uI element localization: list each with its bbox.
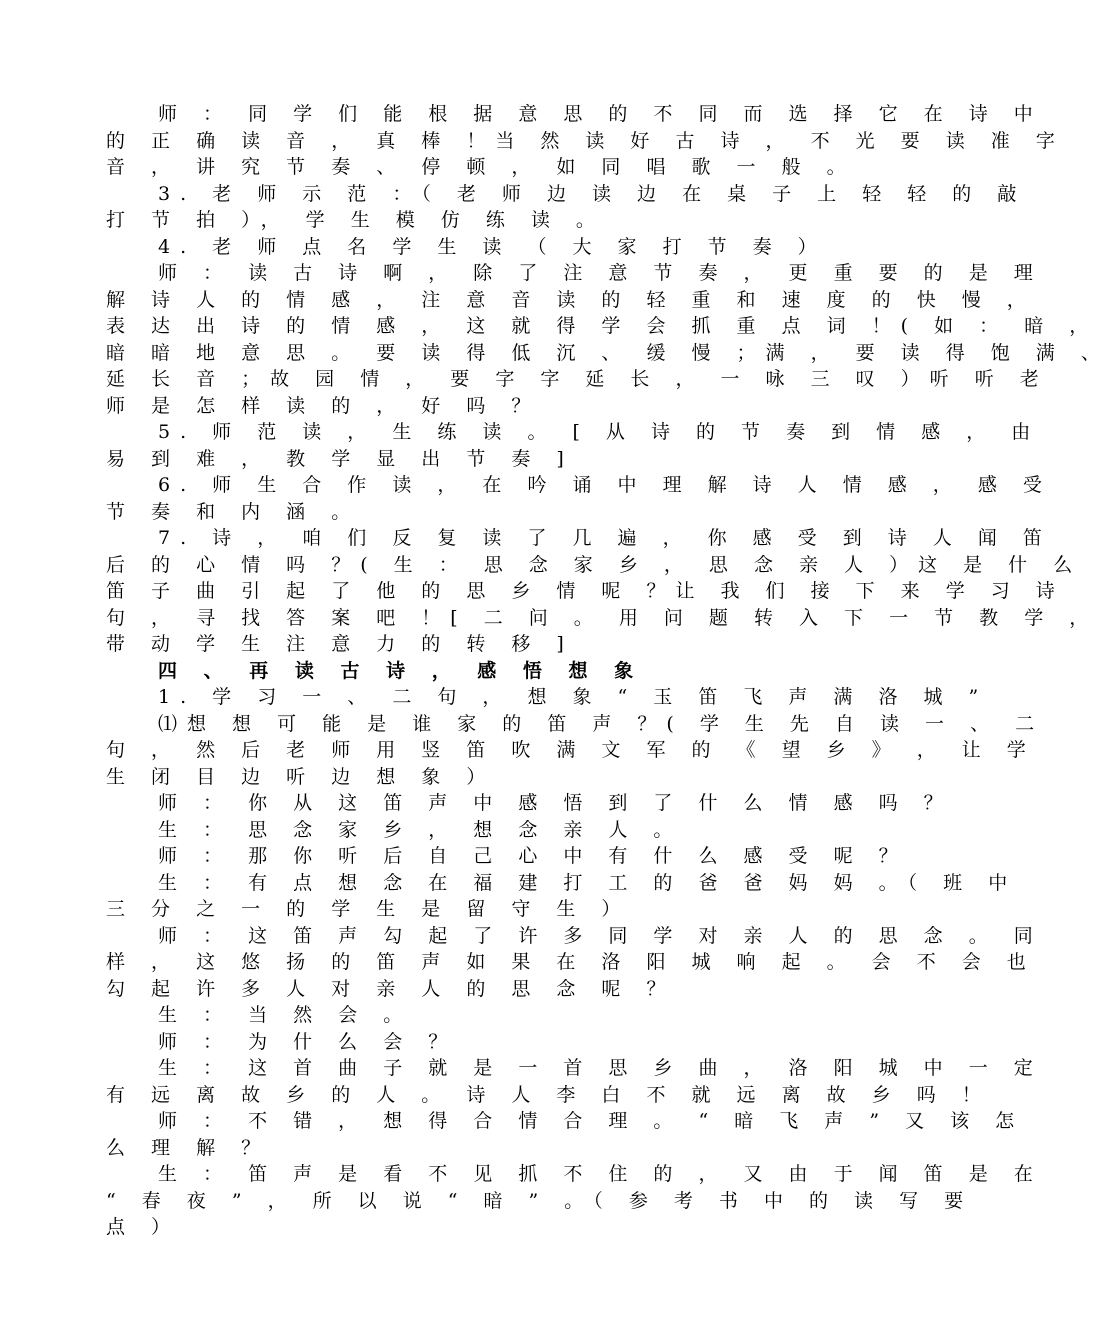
text-line: 生 ： 当 然 会 。 <box>158 1004 413 1026</box>
text-line: 表 达 出 诗 的 情 感 ， 这 就 得 学 会 抓 重 点 词 ！( 如 ： 暗 ， <box>106 315 1099 337</box>
text-line: 6. 师 生 合 作 读 ， 在 吟 诵 中 理 解 诗 人 情 感 ， 感 受 <box>158 474 1052 496</box>
text-line: 3. 老 师 示 范 ：（ 老 师 边 读 边 在 桌 子 上 轻 轻 的 敲 <box>158 182 1027 205</box>
text-line: 7. 诗 ， 咱 们 反 复 读 了 几 遍 ， 你 感 受 到 诗 人 闻 笛 <box>158 527 1052 549</box>
text-line: 有 远 离 故 乡 的 人 。 诗 人 李 白 不 就 远 离 故 乡 吗 ！ <box>106 1083 991 1106</box>
text-line: 师 ： 那 你 听 后 自 己 心 中 有 什 么 感 受 呢 ？ <box>158 845 908 867</box>
text-line: 音 ， 讲 究 节 奏 、 停 顿 ， 如 同 唱 歌 一 般 。 <box>106 156 856 178</box>
text-line: 生 ： 笛 声 是 看 不 见 抓 不 住 的 ， 又 由 于 闻 笛 是 在 <box>158 1163 1043 1185</box>
text-line: 三 分 之 一 的 学 生 是 留 守 生 ） <box>106 898 631 920</box>
text-line: 勾 起 许 多 人 对 亲 人 的 思 念 呢 ？ <box>106 977 676 1000</box>
text-line: 样 ， 这 悠 扬 的 笛 声 如 果 在 洛 阳 城 响 起 。 会 不 会 也 <box>106 951 1036 973</box>
text-line: 5. 师 范 读 ， 生 练 读 。 [ 从 诗 的 节 奏 到 情 感 ， 由 <box>158 421 1041 443</box>
text-line: 师 是 怎 样 读 的 ， 好 吗 ？ <box>106 394 541 417</box>
text-line: 节 奏 和 内 涵 。 <box>106 500 361 523</box>
text-line: 点 ） <box>106 1216 181 1238</box>
text-line: 生 ： 思 念 家 乡 ， 想 念 亲 人 。 <box>158 818 683 841</box>
lesson-plan-text <box>106 101 1110 1241</box>
text-line: 生 ： 有 点 想 念 在 福 建 打 工 的 爸 爸 妈 妈 。（ 班 中 <box>158 871 1018 894</box>
text-line: 1. 学 习 一 、 二 句 ， 想 象 “ 玉 笛 飞 声 满 洛 城 ” <box>158 686 989 708</box>
text-line: 易 到 难 ， 教 学 显 出 节 奏 ] <box>106 447 574 470</box>
text-line: “ 春 夜 ” ， 所 以 说 “ 暗 ” 。（ 参 考 书 中 的 读 写 要 <box>106 1189 974 1212</box>
text-line: 师 ： 读 古 诗 啊 ， 除 了 注 意 节 奏 ， 更 重 要 的 是 理 <box>158 262 1043 284</box>
text-line: 后 的 心 情 吗 ？( 生 ： 思 念 家 乡 ， 思 念 亲 人 ）这 是 什 么 <box>106 553 1083 576</box>
text-line: 解 诗 人 的 情 感 ， 注 意 音 读 的 轻 重 和 速 度 的 快 慢 ， <box>106 288 1036 311</box>
text-line: 生 ： 这 首 曲 子 就 是 一 首 思 乡 曲 ， 洛 阳 城 中 一 定 <box>158 1057 1043 1079</box>
text-line: 延 长 音 ；故 园 情 ， 要 字 字 延 长 ， 一 咏 三 叹 ）听 听 老 <box>106 368 1049 390</box>
text-line: ⑴想 想 可 能 是 谁 家 的 笛 声 ？( 学 生 先 自 读 一 、 二 <box>158 712 1045 735</box>
text-line: 带 动 学 生 注 意 力 的 转 移 ] <box>106 633 574 655</box>
text-line: 句 ， 寻 找 答 案 吧 ！[ 二 问 。 用 问 题 转 入 下 一 节 教 学 ， <box>106 606 1099 629</box>
text-line: 生 闭 目 边 听 边 想 象 ） <box>106 765 496 788</box>
text-line: 师 ： 你 从 这 笛 声 中 感 悟 到 了 什 么 情 感 吗 ？ <box>158 792 953 814</box>
section-heading: 四 、 再 读 古 诗 ， 感 悟 想 象 <box>158 659 644 682</box>
text-line: 笛 子 曲 引 起 了 他 的 思 乡 情 呢 ？让 我 们 接 下 来 学 习 诗 <box>106 580 1065 602</box>
text-line: 师 ： 同 学 们 能 根 据 意 思 的 不 同 而 选 择 它 在 诗 中 <box>158 103 1043 125</box>
text-line: 么 理 解 ？ <box>106 1136 271 1159</box>
text-line: 句 ， 然 后 老 师 用 竖 笛 吹 满 文 军 的 《 望 乡 》 ， 让 学 <box>106 739 1036 761</box>
text-line: 师 ： 为 什 么 会 ？ <box>158 1030 458 1053</box>
text-line: 暗 暗 地 意 思 。 要 读 得 低 沉 、 缓 慢 ；满 ， 要 读 得 饱 满 、 <box>106 341 1110 364</box>
text-line: 师 ： 不 错 ， 想 得 合 情 合 理 。 “ 暗 飞 声 ” 又 该 怎 <box>158 1110 1025 1132</box>
text-line: 的 正 确 读 音 ， 真 棒 ！当 然 读 好 古 诗 ， 不 光 要 读 准 字 <box>106 129 1065 152</box>
text-line: 师 ： 这 笛 声 勾 起 了 许 多 同 学 对 亲 人 的 思 念 。 同 <box>158 924 1043 947</box>
text-line: 打 节 拍 ）， 学 生 模 仿 练 读 。 <box>106 209 605 231</box>
text-line: 4. 老 师 点 名 学 生 读 （ 大 家 打 节 奏 ） <box>158 235 827 258</box>
